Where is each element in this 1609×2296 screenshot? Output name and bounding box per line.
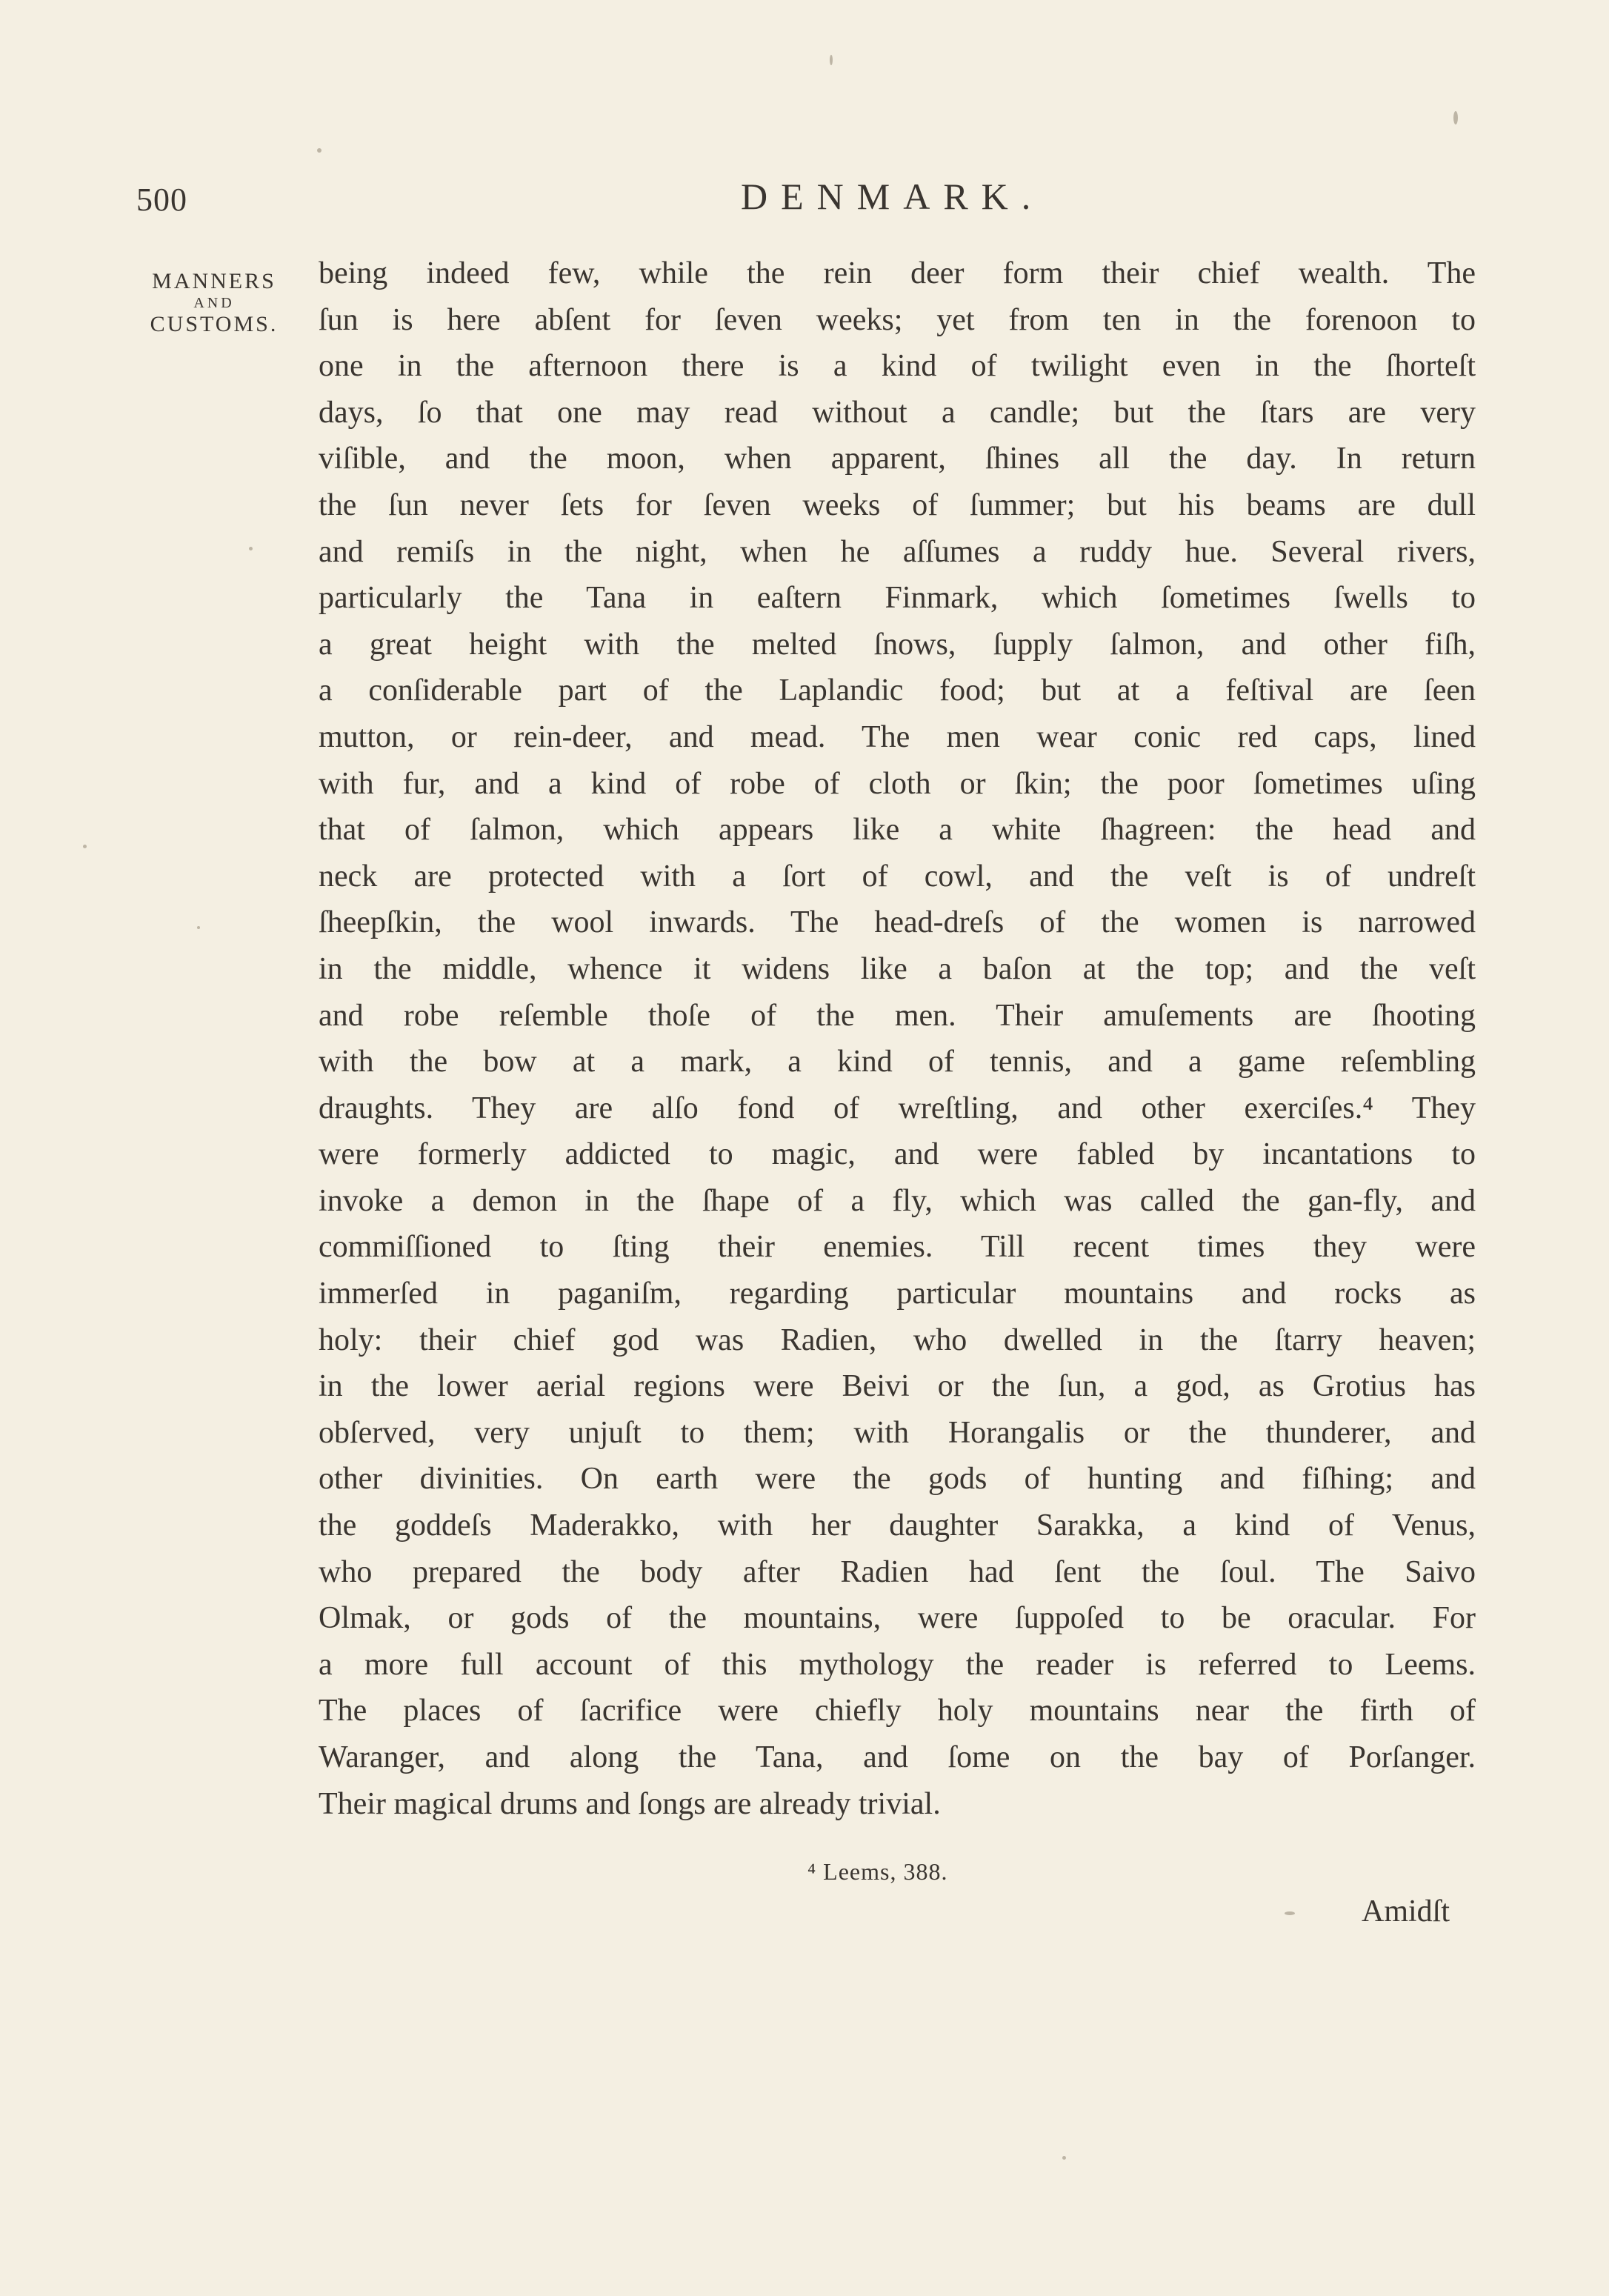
body-text <box>319 250 1476 1827</box>
text-line: obſerved, very unjuſt to them; with Horangalis or the thunderer, and <box>319 1415 1476 1450</box>
text-line: were formerly addicted to magic, and were fabled by incantations to <box>319 1137 1476 1172</box>
text-line: being indeed few, while the rein deer form their chief wealth. The <box>319 256 1476 290</box>
text-line: draughts. They are alſo fond of wreſtling, and other exerciſes.⁴ They <box>319 1091 1476 1125</box>
text-line: a more full account of this mythology the reader is referred to Leems. <box>319 1647 1476 1682</box>
text-line: commiſſioned to ſting their enemies. Till recent times they were <box>319 1230 1476 1265</box>
text-line: neck are protected with a ſort of cowl, and the veſt is of undreſt <box>319 859 1476 894</box>
text-line: in the lower aerial regions were Beivi or the ſun, a god, as Grotius has <box>319 1369 1476 1404</box>
text-line: with the bow at a mark, a kind of tennis, and a game reſembling <box>319 1045 1476 1079</box>
text-line: invoke a demon in the ſhape of a fly, which was called the gan-fly, and <box>319 1183 1476 1218</box>
paper-speck <box>1453 111 1458 124</box>
text-line: one in the afternoon there is a kind of twilight even in the ſhorteſt <box>319 349 1476 384</box>
text-line: particularly the Tana in eaſtern Finmark, which ſometimes ſwells to <box>319 581 1476 616</box>
paper-speck <box>1062 2156 1066 2160</box>
margin-note <box>136 268 292 338</box>
page-number: 500 <box>136 182 187 218</box>
paper-speck <box>830 55 833 65</box>
catchword: Amidſt <box>1362 1894 1450 1929</box>
text-line: immerſed in paganiſm, regarding particular mountains and rocks as <box>319 1277 1476 1311</box>
text-line: Olmak, or gods of the mountains, were ſuppoſed to be oracular. For <box>319 1601 1476 1636</box>
text-line: Their magical drums and ſongs are already trivial. <box>319 1786 941 1821</box>
paper-speck <box>197 926 200 929</box>
text-line: ſun is here abſent for ſeven weeks; yet from ten in the forenoon to <box>319 302 1476 337</box>
paper-speck <box>317 148 322 153</box>
paper-speck <box>1285 1911 1295 1915</box>
margin-note-line-1: MANNERS <box>152 269 276 293</box>
running-title: DENMARK. <box>741 176 1045 217</box>
text-line: with fur, and a kind of robe of cloth or ſkin; the poor ſometimes uſing <box>319 766 1476 801</box>
text-line: Waranger, and along the Tana, and ſome on the bay of Porſanger. <box>319 1740 1476 1774</box>
text-line: holy: their chief god was Radien, who dwelled in the ſtarry heaven; <box>319 1322 1476 1357</box>
text-line: a great height with the melted ſnows, ſupply ſalmon, and other fiſh, <box>319 627 1476 662</box>
margin-note-line-2: AND <box>193 295 235 311</box>
text-line: who prepared the body after Radien had ſent the ſoul. The Saivo <box>319 1554 1476 1589</box>
text-line: mutton, or rein-deer, and mead. The men wear conic red caps, lined <box>319 719 1476 754</box>
text-line: viſible, and the moon, when apparent, ſhines all the day. In return <box>319 442 1476 476</box>
footnote: ⁴ Leems, 388. <box>807 1858 948 1885</box>
text-line: the goddeſs Maderakko, with her daughter Sarakka, a kind of Venus, <box>319 1508 1476 1543</box>
text-line: and remiſs in the night, when he aſſumes a ruddy hue. Several rivers, <box>319 534 1476 569</box>
text-line: other divinities. On earth were the gods of hunting and fiſhing; and <box>319 1462 1476 1497</box>
text-line: a conſiderable part of the Laplandic food; but at a feſtival are ſeen <box>319 673 1476 708</box>
paper-speck <box>249 547 253 550</box>
text-line: ſheepſkin, the wool inwards. The head-dreſs of the women is narrowed <box>319 905 1476 940</box>
text-line: the ſun never ſets for ſeven weeks of ſummer; but his beams are dull <box>319 488 1476 522</box>
text-line: that of ſalmon, which appears like a white ſhagreen: the head and <box>319 813 1476 848</box>
text-line: and robe reſemble thoſe of the men. Their amuſements are ſhooting <box>319 998 1476 1033</box>
text-line: days, ſo that one may read without a candle; but the ſtars are very <box>319 395 1476 430</box>
paper-speck <box>83 845 87 848</box>
margin-note-line-3: CUSTOMS. <box>150 312 279 336</box>
text-line: in the middle, whence it widens like a baſon at the top; and the veſt <box>319 951 1476 986</box>
text-line: The places of ſacrifice were chiefly holy mountains near the firth of <box>319 1694 1476 1728</box>
